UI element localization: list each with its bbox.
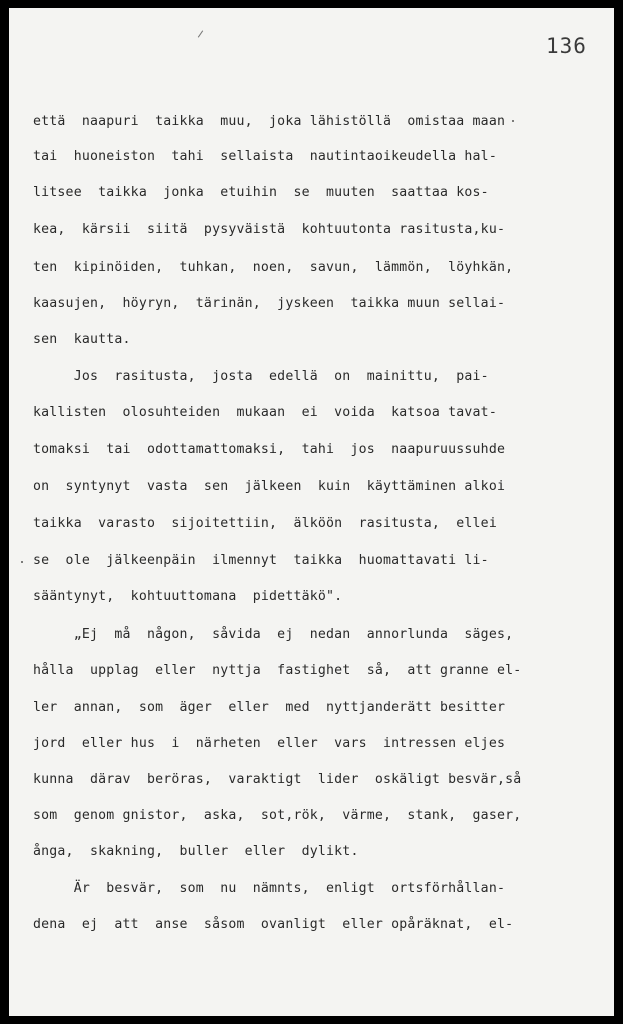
text-line: litsee taikka jonka etuihin se muuten saattaa kos-	[33, 185, 489, 200]
text-line: se ole jälkeenpäin ilmennyt taikka huomattavati li-	[33, 553, 489, 568]
text-line: ånga, skakning, buller eller dylikt.	[33, 844, 359, 859]
text-line: kaasujen, höyryn, tärinän, jyskeen taikka muun sellai-	[33, 296, 506, 311]
page-number: 136	[546, 34, 587, 58]
text-line: ler annan, som äger eller med nyttjanderätt besitter	[33, 700, 506, 715]
text-line: että naapuri taikka muu, joka lähistöllä omistaa maan	[33, 114, 506, 129]
text-line: on syntynyt vasta sen jälkeen kuin käyttäminen alkoi	[33, 479, 506, 494]
text-line: kallisten olosuhteiden mukaan ei voida katsoa tavat-	[33, 405, 497, 420]
ink-speck	[21, 561, 23, 563]
text-line: dena ej att anse såsom ovanligt eller opåräknat, el-	[33, 917, 514, 932]
text-line: kea, kärsii siitä pysyväistä kohtuutonta rasitusta,ku-	[33, 222, 506, 237]
text-line: „Ej må någon, såvida ej nedan annorlunda säges,	[33, 627, 514, 642]
text-line: som genom gnistor, aska, sot,rök, värme, stank, gaser,	[33, 808, 522, 823]
text-line: tai huoneiston tahi sellaista nautintaoikeudella hal-	[33, 149, 497, 164]
text-line: sääntynyt, kohtuuttomana pidettäkö".	[33, 589, 343, 604]
text-line: kunna därav beröras, varaktigt lider oskäligt besvär,så	[33, 772, 522, 787]
text-line: taikka varasto sijoitettiin, älköön rasitusta, ellei	[33, 516, 497, 531]
text-line: tomaksi tai odottamattomaksi, tahi jos naapuruussuhde	[33, 442, 506, 457]
text-line: Jos rasitusta, josta edellä on mainittu, pai-	[33, 369, 489, 384]
document-page	[9, 8, 614, 1016]
text-line: hålla upplag eller nyttja fastighet så, att granne el-	[33, 663, 522, 678]
ink-mark	[198, 30, 203, 37]
text-line: jord eller hus i närheten eller vars intressen eljes	[33, 736, 506, 751]
ink-speck	[512, 120, 514, 122]
text-line: Är besvär, som nu nämnts, enligt ortsförhållan-	[33, 881, 506, 896]
text-line: sen kautta.	[33, 332, 131, 347]
text-line: ten kipinöiden, tuhkan, noen, savun, lämmön, löyhkän,	[33, 260, 514, 275]
